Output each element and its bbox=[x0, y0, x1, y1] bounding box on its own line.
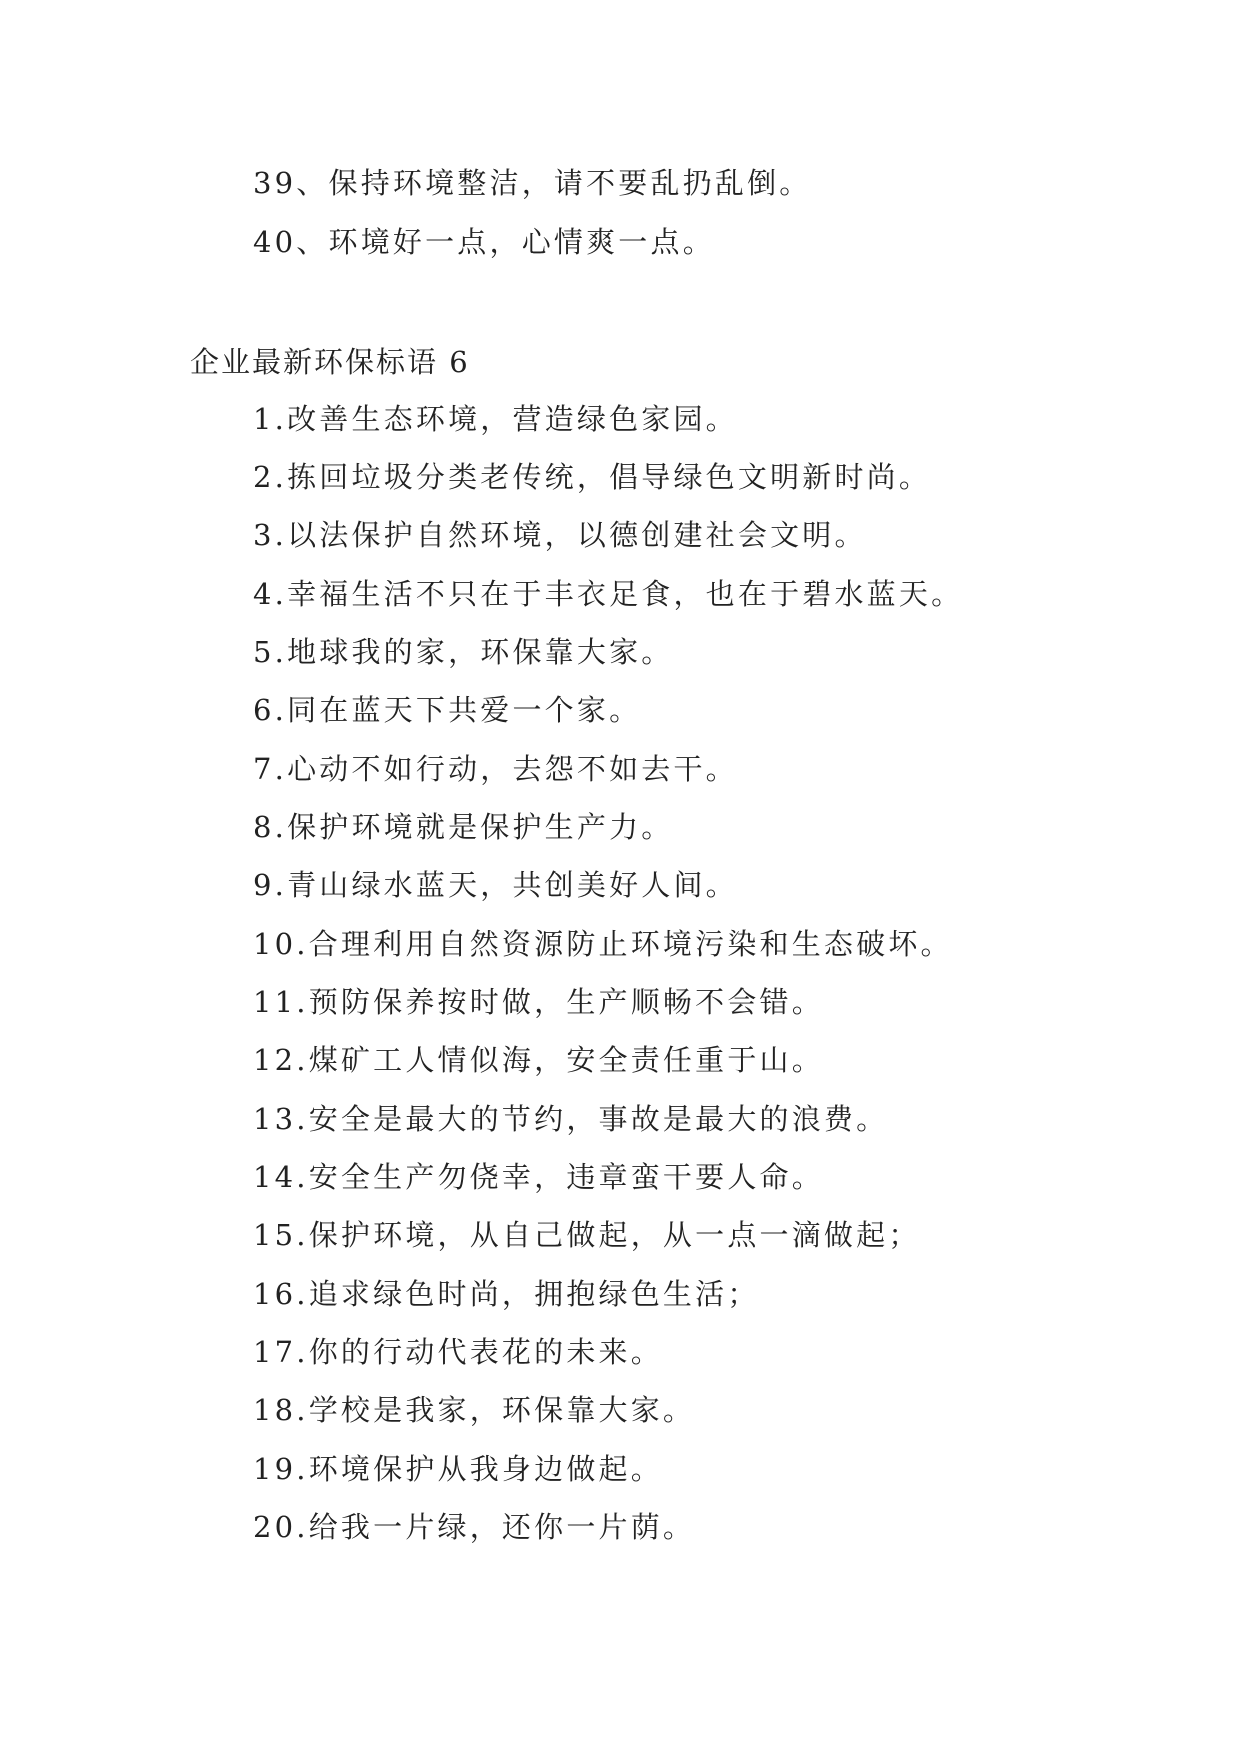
list-item: 13.安全是最大的节约，事故是最大的浪费。 bbox=[253, 1102, 889, 1136]
list-item: 19.环境保护从我身边做起。 bbox=[253, 1452, 663, 1486]
list-item: 5.地球我的家，环保靠大家。 bbox=[253, 635, 674, 669]
list-item: 1.改善生态环境，营造绿色家园。 bbox=[253, 402, 738, 436]
list-item: 14.安全生产勿侥幸，违章蛮干要人命。 bbox=[253, 1160, 824, 1194]
list-item: 7.心动不如行动，去怨不如去干。 bbox=[253, 752, 738, 786]
list-item: 11.预防保养按时做，生产顺畅不会错。 bbox=[253, 985, 824, 1019]
section-title: 企业最新环保标语 6 bbox=[190, 345, 470, 379]
list-item: 8.保护环境就是保护生产力。 bbox=[253, 810, 674, 844]
list-item: 39、保持环境整洁，请不要乱扔乱倒。 bbox=[253, 166, 812, 200]
list-item: 4.幸福生活不只在于丰衣足食，也在于碧水蓝天。 bbox=[253, 577, 964, 611]
list-item: 16.追求绿色时尚，拥抱绿色生活； bbox=[253, 1277, 760, 1311]
list-item: 3.以法保护自然环境，以德创建社会文明。 bbox=[253, 518, 867, 552]
list-item: 9.青山绿水蓝天，共创美好人间。 bbox=[253, 868, 738, 902]
list-item: 12.煤矿工人情似海，安全责任重于山。 bbox=[253, 1043, 824, 1077]
list-item: 10.合理利用自然资源防止环境污染和生态破坏。 bbox=[253, 927, 953, 961]
list-item: 17.你的行动代表花的未来。 bbox=[253, 1335, 663, 1369]
list-item: 15.保护环境，从自己做起，从一点一滴做起； bbox=[253, 1218, 921, 1252]
list-item: 40、环境好一点，心情爽一点。 bbox=[253, 225, 715, 259]
list-item: 20.给我一片绿，还你一片荫。 bbox=[253, 1510, 696, 1544]
list-item: 2.拣回垃圾分类老传统，倡导绿色文明新时尚。 bbox=[253, 460, 932, 494]
list-item: 6.同在蓝天下共爱一个家。 bbox=[253, 693, 642, 727]
list-item: 18.学校是我家，环保靠大家。 bbox=[253, 1393, 696, 1427]
